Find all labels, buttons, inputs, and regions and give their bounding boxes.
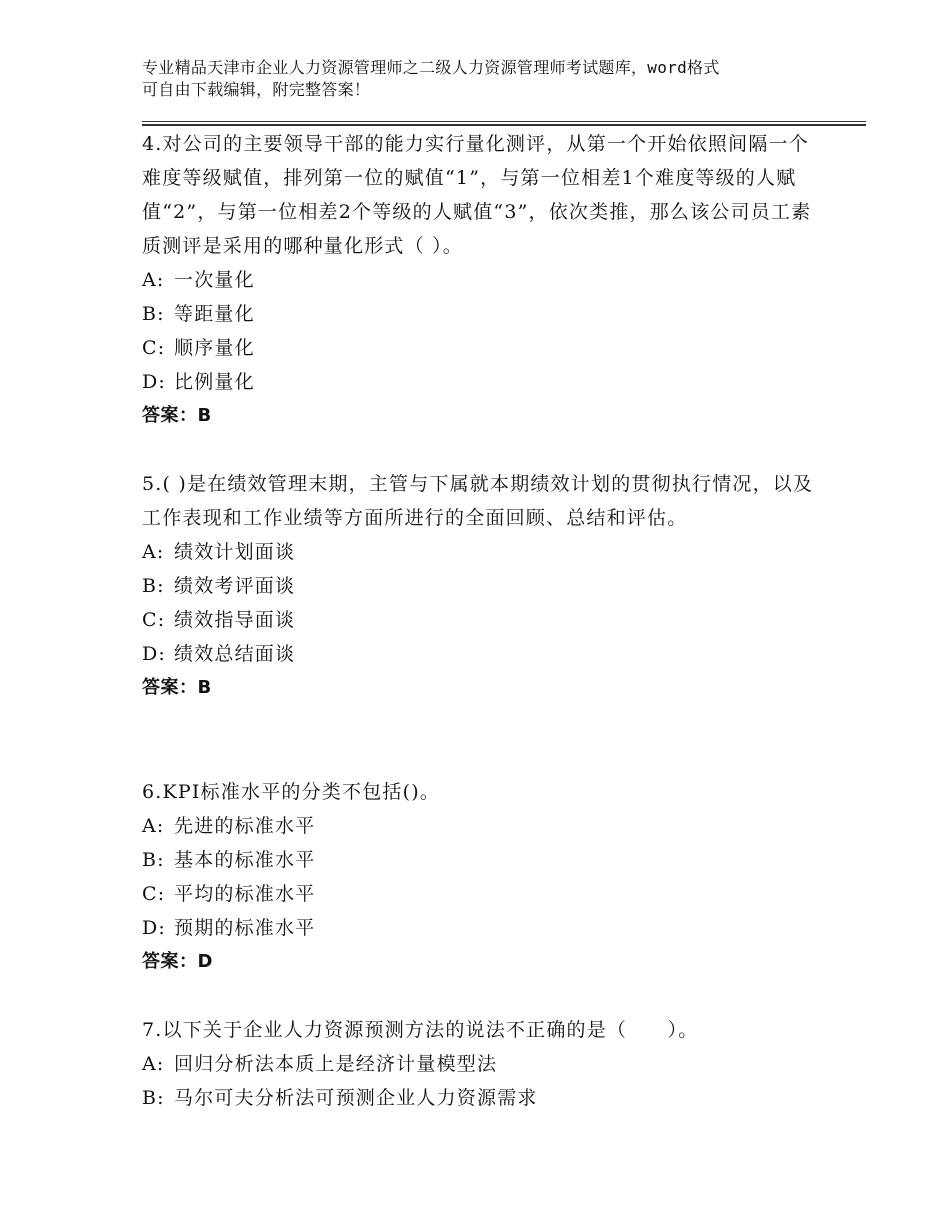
option-text: 比例量化 [174,371,255,393]
header-divider-thin [142,121,866,122]
option-d [142,911,822,945]
question-stem: 6.KPI标准水平的分类不包括()。 [142,781,441,803]
option-b [142,1081,822,1115]
option-letter: C: [142,609,166,631]
option-letter: B: [142,1087,165,1109]
option-text: 绩效总结面谈 [174,643,296,665]
question-stem: 5.( )是在绩效管理末期，主管与下属就本期绩效计划的贯彻执行情况，以及工作表现和工作业绩等方面所进行的全面回顾、总结和评估。 [142,473,814,529]
header-line-1: 专业精品天津市企业人力资源管理师之二级人力资源管理师考试题库，word格式 [142,58,720,77]
option-text: 绩效指导面谈 [174,609,296,631]
question-stem: 7.以下关于企业人力资源预测方法的说法不正确的是（ ）。 [142,1019,699,1041]
option-letter: A: [142,815,165,837]
answer-label: 答案：B [142,405,212,426]
option-c [142,331,822,365]
option-text: 回归分析法本质上是经济计量模型法 [174,1053,498,1075]
option-letter: A: [142,269,165,291]
option-letter: A: [142,1053,165,1075]
option-letter: D: [142,643,167,665]
option-text: 平均的标准水平 [174,883,316,905]
question-5 [142,467,822,705]
question-6 [142,775,822,979]
answer-label: 答案：B [142,677,212,698]
option-letter: D: [142,371,167,393]
option-letter: B: [142,849,165,871]
option-d [142,637,822,671]
option-text: 先进的标准水平 [174,815,316,837]
option-letter: B: [142,575,165,597]
option-d [142,365,822,399]
option-text: 马尔可夫分析法可预测企业人力资源需求 [174,1087,538,1109]
header-line-2: 可自由下载编辑，附完整答案！ [142,80,371,99]
option-b [142,569,822,603]
option-a [142,1047,822,1081]
option-letter: A: [142,541,165,563]
option-letter: B: [142,303,165,325]
option-letter: D: [142,917,167,939]
option-text: 绩效计划面谈 [174,541,296,563]
option-text: 绩效考评面谈 [174,575,296,597]
option-a [142,809,822,843]
option-b [142,843,822,877]
option-text: 预期的标准水平 [174,917,316,939]
question-stem: 4.对公司的主要领导干部的能力实行量化测评，从第一个开始依照间隔一个难度等级赋值，排列第一位的赋值“1”，与第一位相差1个难度等级的人赋值“2”，与第一位相差2个等级的人赋值“3”，依次类推，那么该公司员工素质测评是采用的哪种量化形式（ ）。 [142,133,812,257]
option-c [142,877,822,911]
header-divider-thick [142,124,866,126]
option-letter: C: [142,883,166,905]
question-4 [142,127,822,433]
option-b [142,297,822,331]
option-a [142,263,822,297]
option-text: 基本的标准水平 [174,849,316,871]
question-7 [142,1013,822,1115]
document-header [142,57,832,101]
answer-label: 答案：D [142,951,213,972]
option-letter: C: [142,337,166,359]
option-text: 等距量化 [174,303,255,325]
option-text: 顺序量化 [174,337,255,359]
option-a [142,535,822,569]
option-text: 一次量化 [174,269,255,291]
option-c [142,603,822,637]
